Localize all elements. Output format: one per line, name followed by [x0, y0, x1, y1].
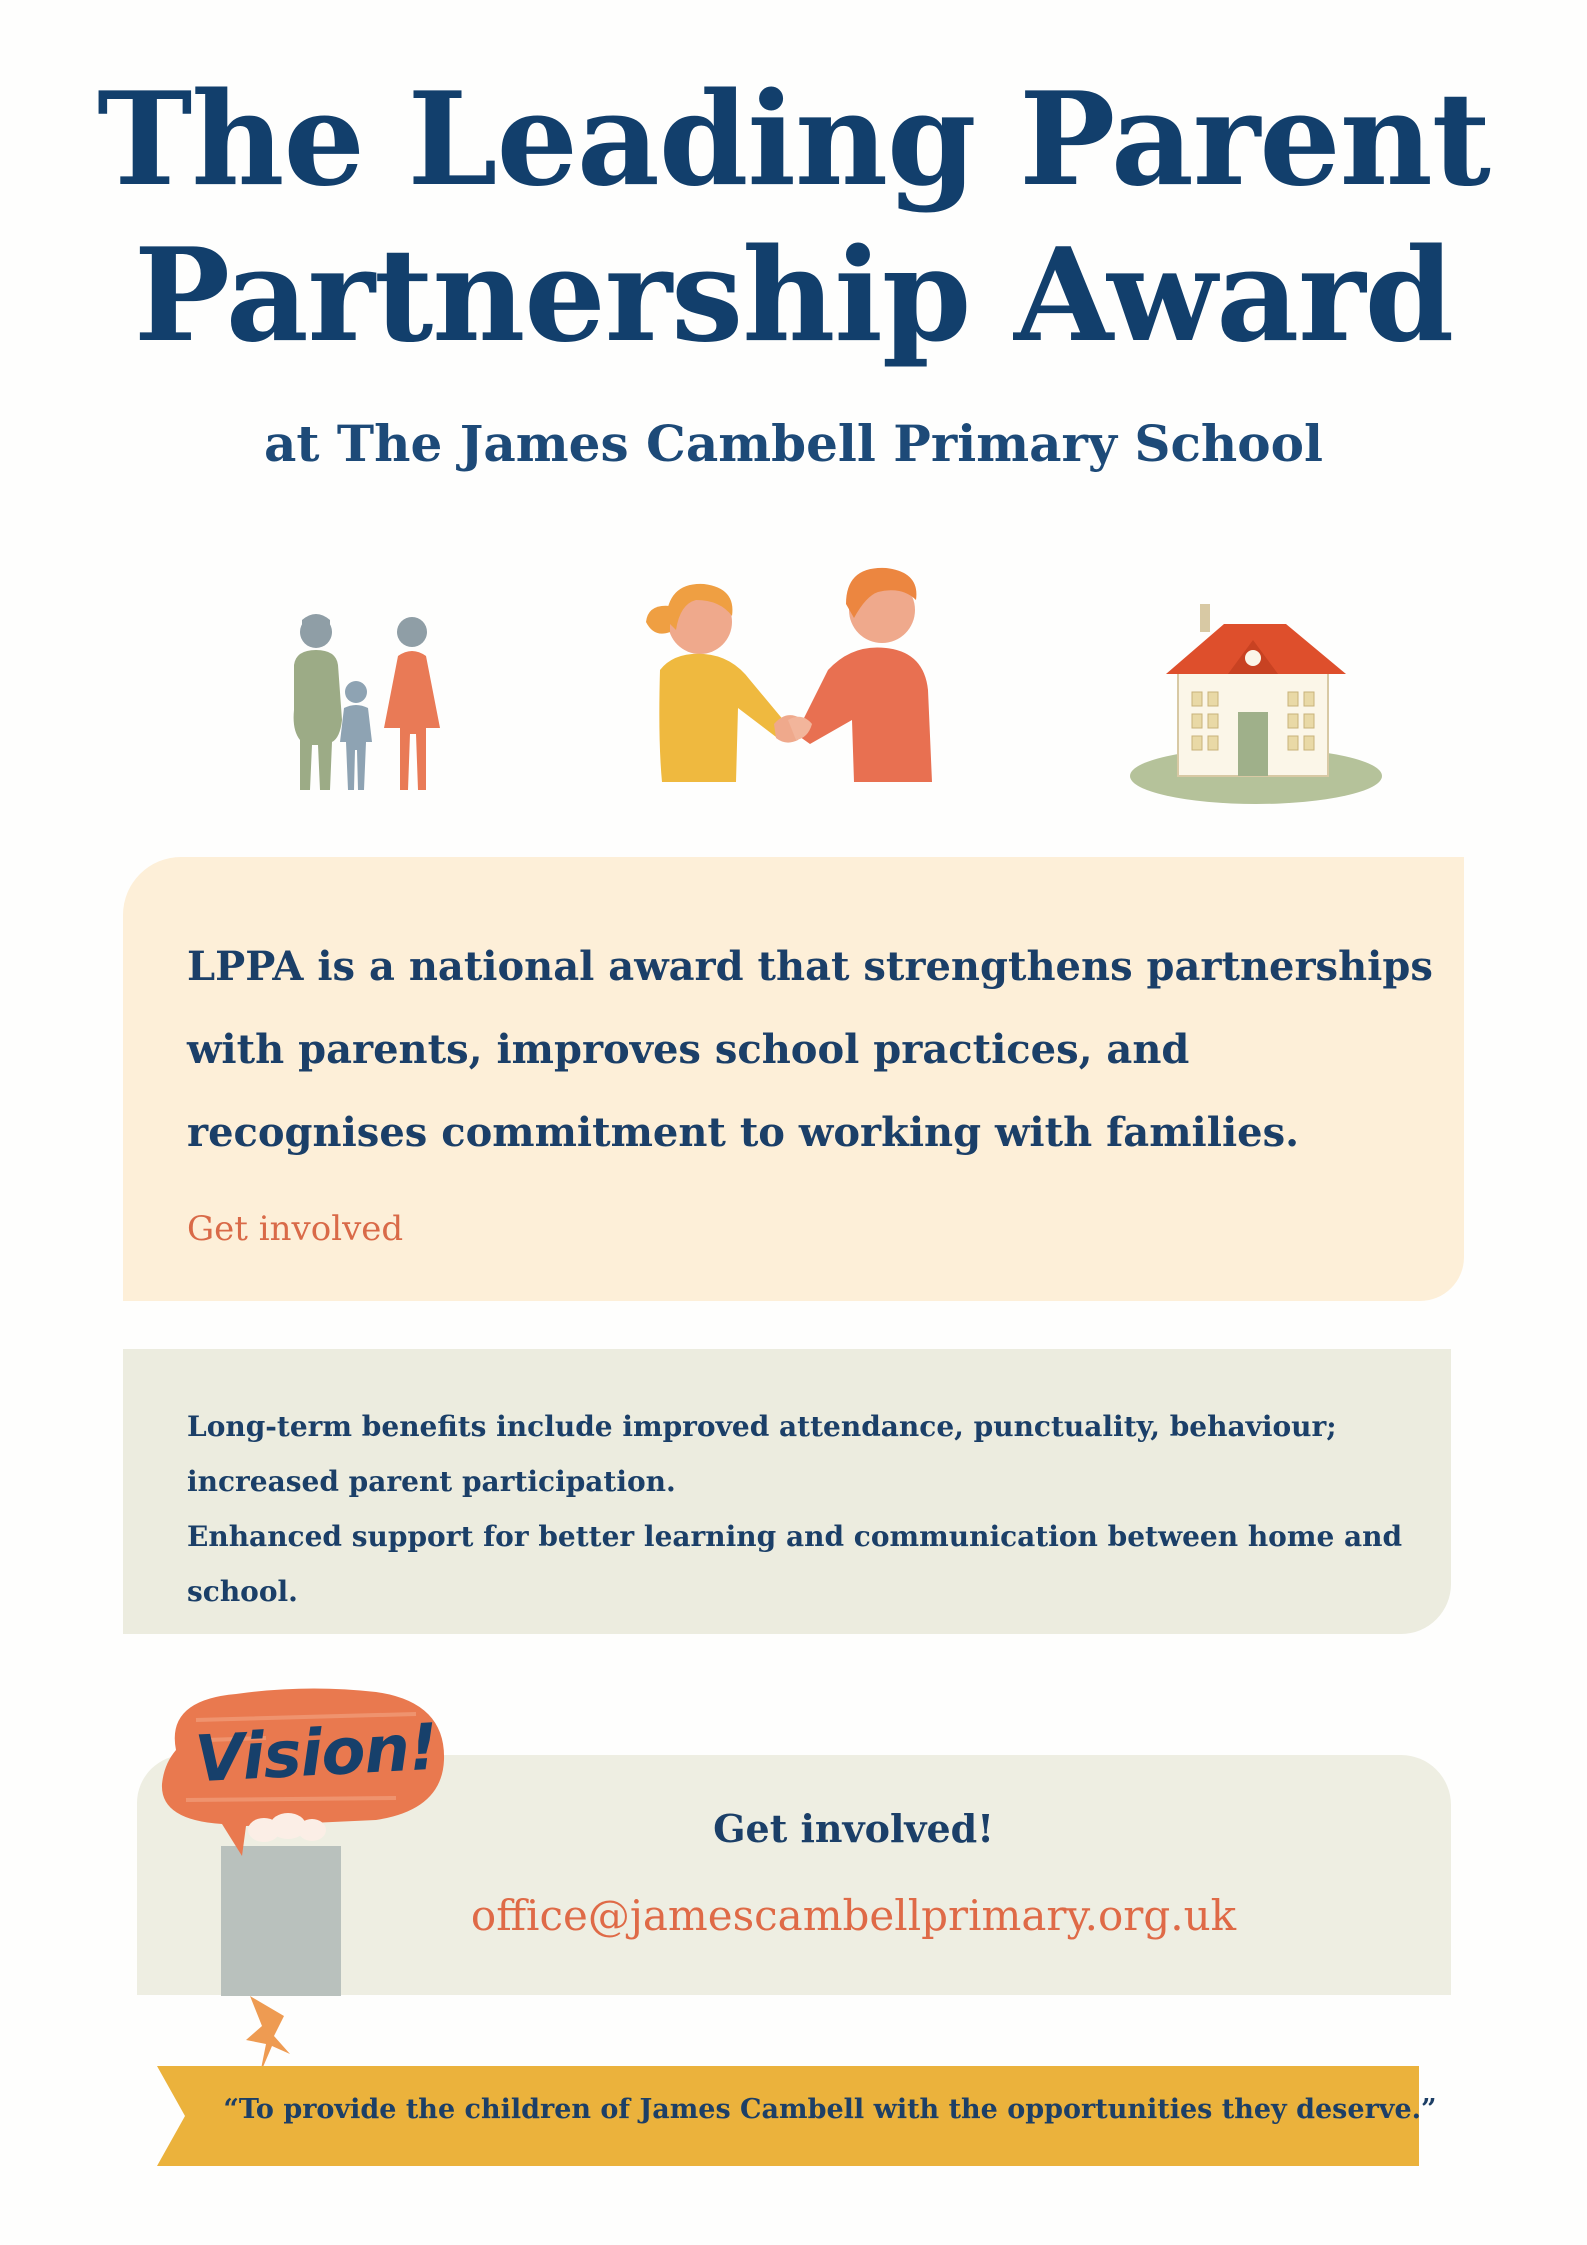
get-involved-link[interactable]: Get involved	[187, 1209, 404, 1249]
family-icon	[280, 610, 460, 795]
benefits-panel	[123, 1349, 1451, 1634]
contact-email-link[interactable]: office@jamescambellprimary.org.uk	[470, 1891, 1237, 1940]
benefits-text	[187, 1399, 1427, 1619]
benefits-line-2: Enhanced support for better learning and communication between home and school.	[187, 1520, 1403, 1608]
contact-heading: Get involved!	[713, 1806, 994, 1851]
vision-label: Vision!	[193, 1710, 439, 1798]
title-line-1: The Leading Parent	[97, 65, 1490, 215]
intro-panel	[123, 857, 1464, 1301]
title-line-2: Partnership Award	[133, 221, 1454, 371]
handshake-icon	[640, 560, 940, 790]
intro-text: LPPA is a national award that strengthens partnerships with parents, improves school practices, and recognises commitment to working with families.	[187, 943, 1433, 1156]
poster-subtitle: at The James Cambell Primary School	[264, 414, 1323, 473]
poster-title	[0, 62, 1587, 374]
motto-quote: “To provide the children of James Cambell with the opportunities they deserve.”	[223, 2094, 1437, 2125]
benefits-line-1: Long-term benefits include improved attendance, punctuality, behaviour; increased parent participation.	[187, 1410, 1337, 1498]
school-building-icon	[1128, 600, 1384, 810]
